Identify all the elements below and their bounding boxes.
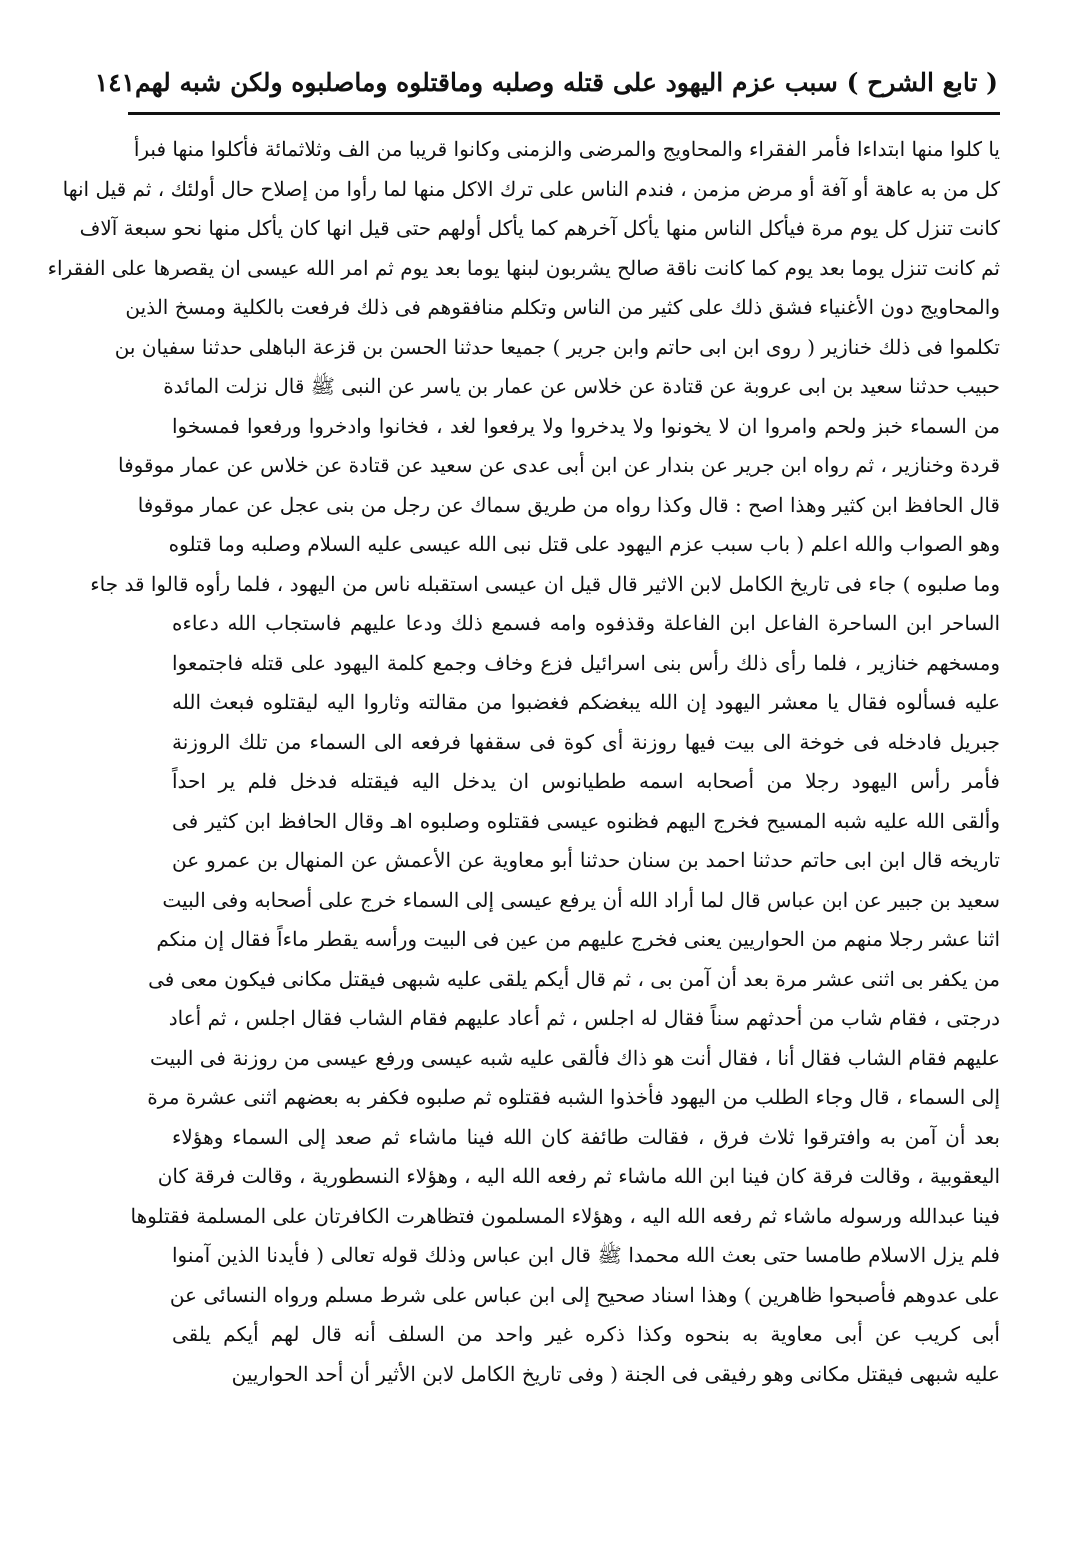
text-line: اليعقوبية ، وقالت فرقة كان فينا ابن الله ماشاء ثم رفعه الله اليه ، وهؤلاء النسطورية ، وقالت فرقة كان <box>157 1164 1000 1188</box>
text-line: والمحاويج دون الأغنياء فشق ذلك على كثير من الناس وتكلم منافقوهم فى ذلك فرفعت بالكلية ومسخ الذين <box>125 295 1000 319</box>
text-line: فينا عبدالله ورسوله ماشاء ثم رفعه الله اليه ، وهؤلاء المسلمون فتظاهرت الكافرتان على المسلمة فقتلوها <box>130 1203 1000 1228</box>
text-line: وألقى الله عليه شبه المسيح فخرج اليهم فظنوه عيسى فقتلوه وصلبوه اهـ وقال الحافظ ابن كثير فى <box>172 808 1000 833</box>
text-line: بعد أن آمن به وافترقوا ثلاث فرق ، فقالت طائفة كان الله فينا ماشاء ثم صعد إلى السماء وهؤلاء <box>172 1124 1000 1149</box>
text-line: عليه شبهى فيقتل مكانى وهو رفيقى فى الجنة ( وفى تاريخ الكامل لابن الأثير أن أحد الحواريين <box>231 1361 1000 1386</box>
header-rule <box>128 112 1000 115</box>
text-line: من يكفر بى اثنى عشر مرة بعد أن آمن بى ، ثم قال أيكم يلقى عليه شبهى فيقتل مكانى فيكون معى فى <box>148 966 1000 991</box>
page-header <box>94 62 998 102</box>
text-line: جبريل فادخله فى خوخة الى بيت فيها روزنة أى كوة فى سقفها فرفعه الى السماء من تلك الروزنة <box>172 729 1000 754</box>
text-line: الساحر ابن الساحرة الفاعل ابن الفاعلة وقذفوه وامه فسمع ذلك ودعا عليهم فاستجاب الله دعاءه <box>172 611 1000 635</box>
text-line: أبى كريب عن أبى معاوية به بنحوه وكذا ذكره غير واحد من السلف أنه قال لهم أيكم يلقى <box>172 1322 1000 1346</box>
text-line: اثنا عشر رجلا منهم من الحواريين يعنى فخرج عليهم من عين فى البيت ورأسه يقطر ماءاً فقال إن منكم <box>156 927 1000 951</box>
text-line: تكلموا فى ذلك خنازير ( روى ابن ابى حاتم وابن جرير ) جميعا حدثنا الحسن بن قزعة الباهلى حدثنا سفيان بن <box>114 334 1000 359</box>
running-title: ( تابع الشرح ) سبب عزم اليهود على قتله وصلبه وماقتلوه وماصلبوه ولكن شبه لهم <box>135 67 998 97</box>
text-line: من السماء خبز ولحم وامروا ان لا يخونوا ولا يدخروا ولا يرفعوا لغد ، فخانوا وادخروا ورفعوا فمسخوا <box>172 413 1000 438</box>
text-line: عليهم فقام الشاب فقال أنا ، فقال أنت هو ذاك فألقى عليه شبه عيسى ورفع عيسى من روزنة فى البيت <box>150 1045 1000 1070</box>
text-line: ومسخهم خنازير ، فلما رأى ذلك رأس بنى اسرائيل فزع وخاف وجمع كلمة اليهود على قتله فاجتمعوا <box>172 650 1000 675</box>
text-line: تاريخه قال ابن ابى حاتم حدثنا احمد بن سنان حدثنا أبو معاوية عن الأعمش عن المنهال بن عمرو عن <box>172 848 1000 872</box>
body-text <box>47 130 1000 1480</box>
text-line: سعيد بن جبير عن ابن عباس قال لما أراد الله أن يرفع عيسى إلى السماء خرج على أصحابه وفى البيت <box>162 887 1000 912</box>
text-line: كانت تنزل كل يوم مرة فيأكل الناس منها يأكل آخرهم كما يأكل أولهم حتى قيل انها كان يأكل منها نحو سبعة آلاف <box>79 216 1000 240</box>
text-line: كل من به عاهة أو آفة أو مرض مزمن ، فندم الناس على ترك الاكل منها لما رأوا من إصلاح حال أولئك ، ثم قيل انها <box>62 176 1000 201</box>
text-line: حبيب حدثنا سعيد بن ابى عروبة عن قتادة عن خلاس عن عمار بن ياسر عن النبى ﷺ قال نزلت المائدة <box>163 374 1000 398</box>
text-line: عليه فسألوه فقال يا معشر اليهود إن الله يبغضكم فغضبوا من مقالته وثاروا اليه ليقتلوه فبعث الله <box>172 690 1000 714</box>
text-line: وهو الصواب والله اعلم ( باب سبب عزم اليهود على قتل نبى الله عيسى عليه السلام وصلبه وما قتلوه <box>168 532 1000 556</box>
text-line: إلى السماء ، قال وجاء الطلب من اليهود فأخذوا الشبه فقتلوه ثم صلبوه فكفر به بعضهم اثنى عشرة مرة <box>147 1085 1000 1109</box>
page-number: ١٤١ <box>94 67 135 97</box>
text-line: ثم كانت تنزل يوما بعد يوم كما كانت ناقة صالح يشربون لبنها يوما بعد يوم ثم امر الله عيسى ان يقصرها على الفقراء <box>47 255 1000 280</box>
text-line: قال الحافظ ابن كثير وهذا اصح : قال وكذا رواه من طريق سماك عن رجل من بنى عجل عن عمار موقوفا <box>137 492 1000 517</box>
text-line: قردة وخنازير ، ثم رواه ابن جرير عن بندار عن ابن أبى عدى عن سعيد عن قتادة عن خلاس عن عمار موقوفا <box>118 453 1000 477</box>
text-line: فلم يزل الاسلام طامسا حتى بعث الله محمدا ﷺ قال ابن عباس وذلك قوله تعالى ( فأيدنا الذين آمنوا <box>172 1243 1000 1267</box>
text-line: فأمر رأس اليهود رجلا من أصحابه اسمه ططيانوس ان يدخل اليه فيقتله فدخل فلم ير احداً <box>172 769 1000 793</box>
text-line: يا كلوا منها ابتداءا فأمر الفقراء والمحاويج والمرضى والزمنى وكانوا قريبا من الف وثلاثمائة فأكلوا منها فبرأ <box>133 137 1000 161</box>
text-line: وما صلبوه ) جاء فى تاريخ الكامل لابن الاثير قال قيل ان عيسى استقبله ناس من اليهود ، فلما رأوه قالوا قد جاء <box>90 571 1000 596</box>
text-line: درجتى ، فقام شاب من أحدثهم سناً فقال له اجلس ، ثم أعاد عليهم فقام الشاب فقال اجلس ، ثم أعاد <box>168 1006 1000 1030</box>
text-line: على عدوهم فأصبحوا ظاهرين ) وهذا اسناد صحيح إلى ابن عباس على شرط مسلم ورواه النسائى عن <box>169 1282 1000 1307</box>
